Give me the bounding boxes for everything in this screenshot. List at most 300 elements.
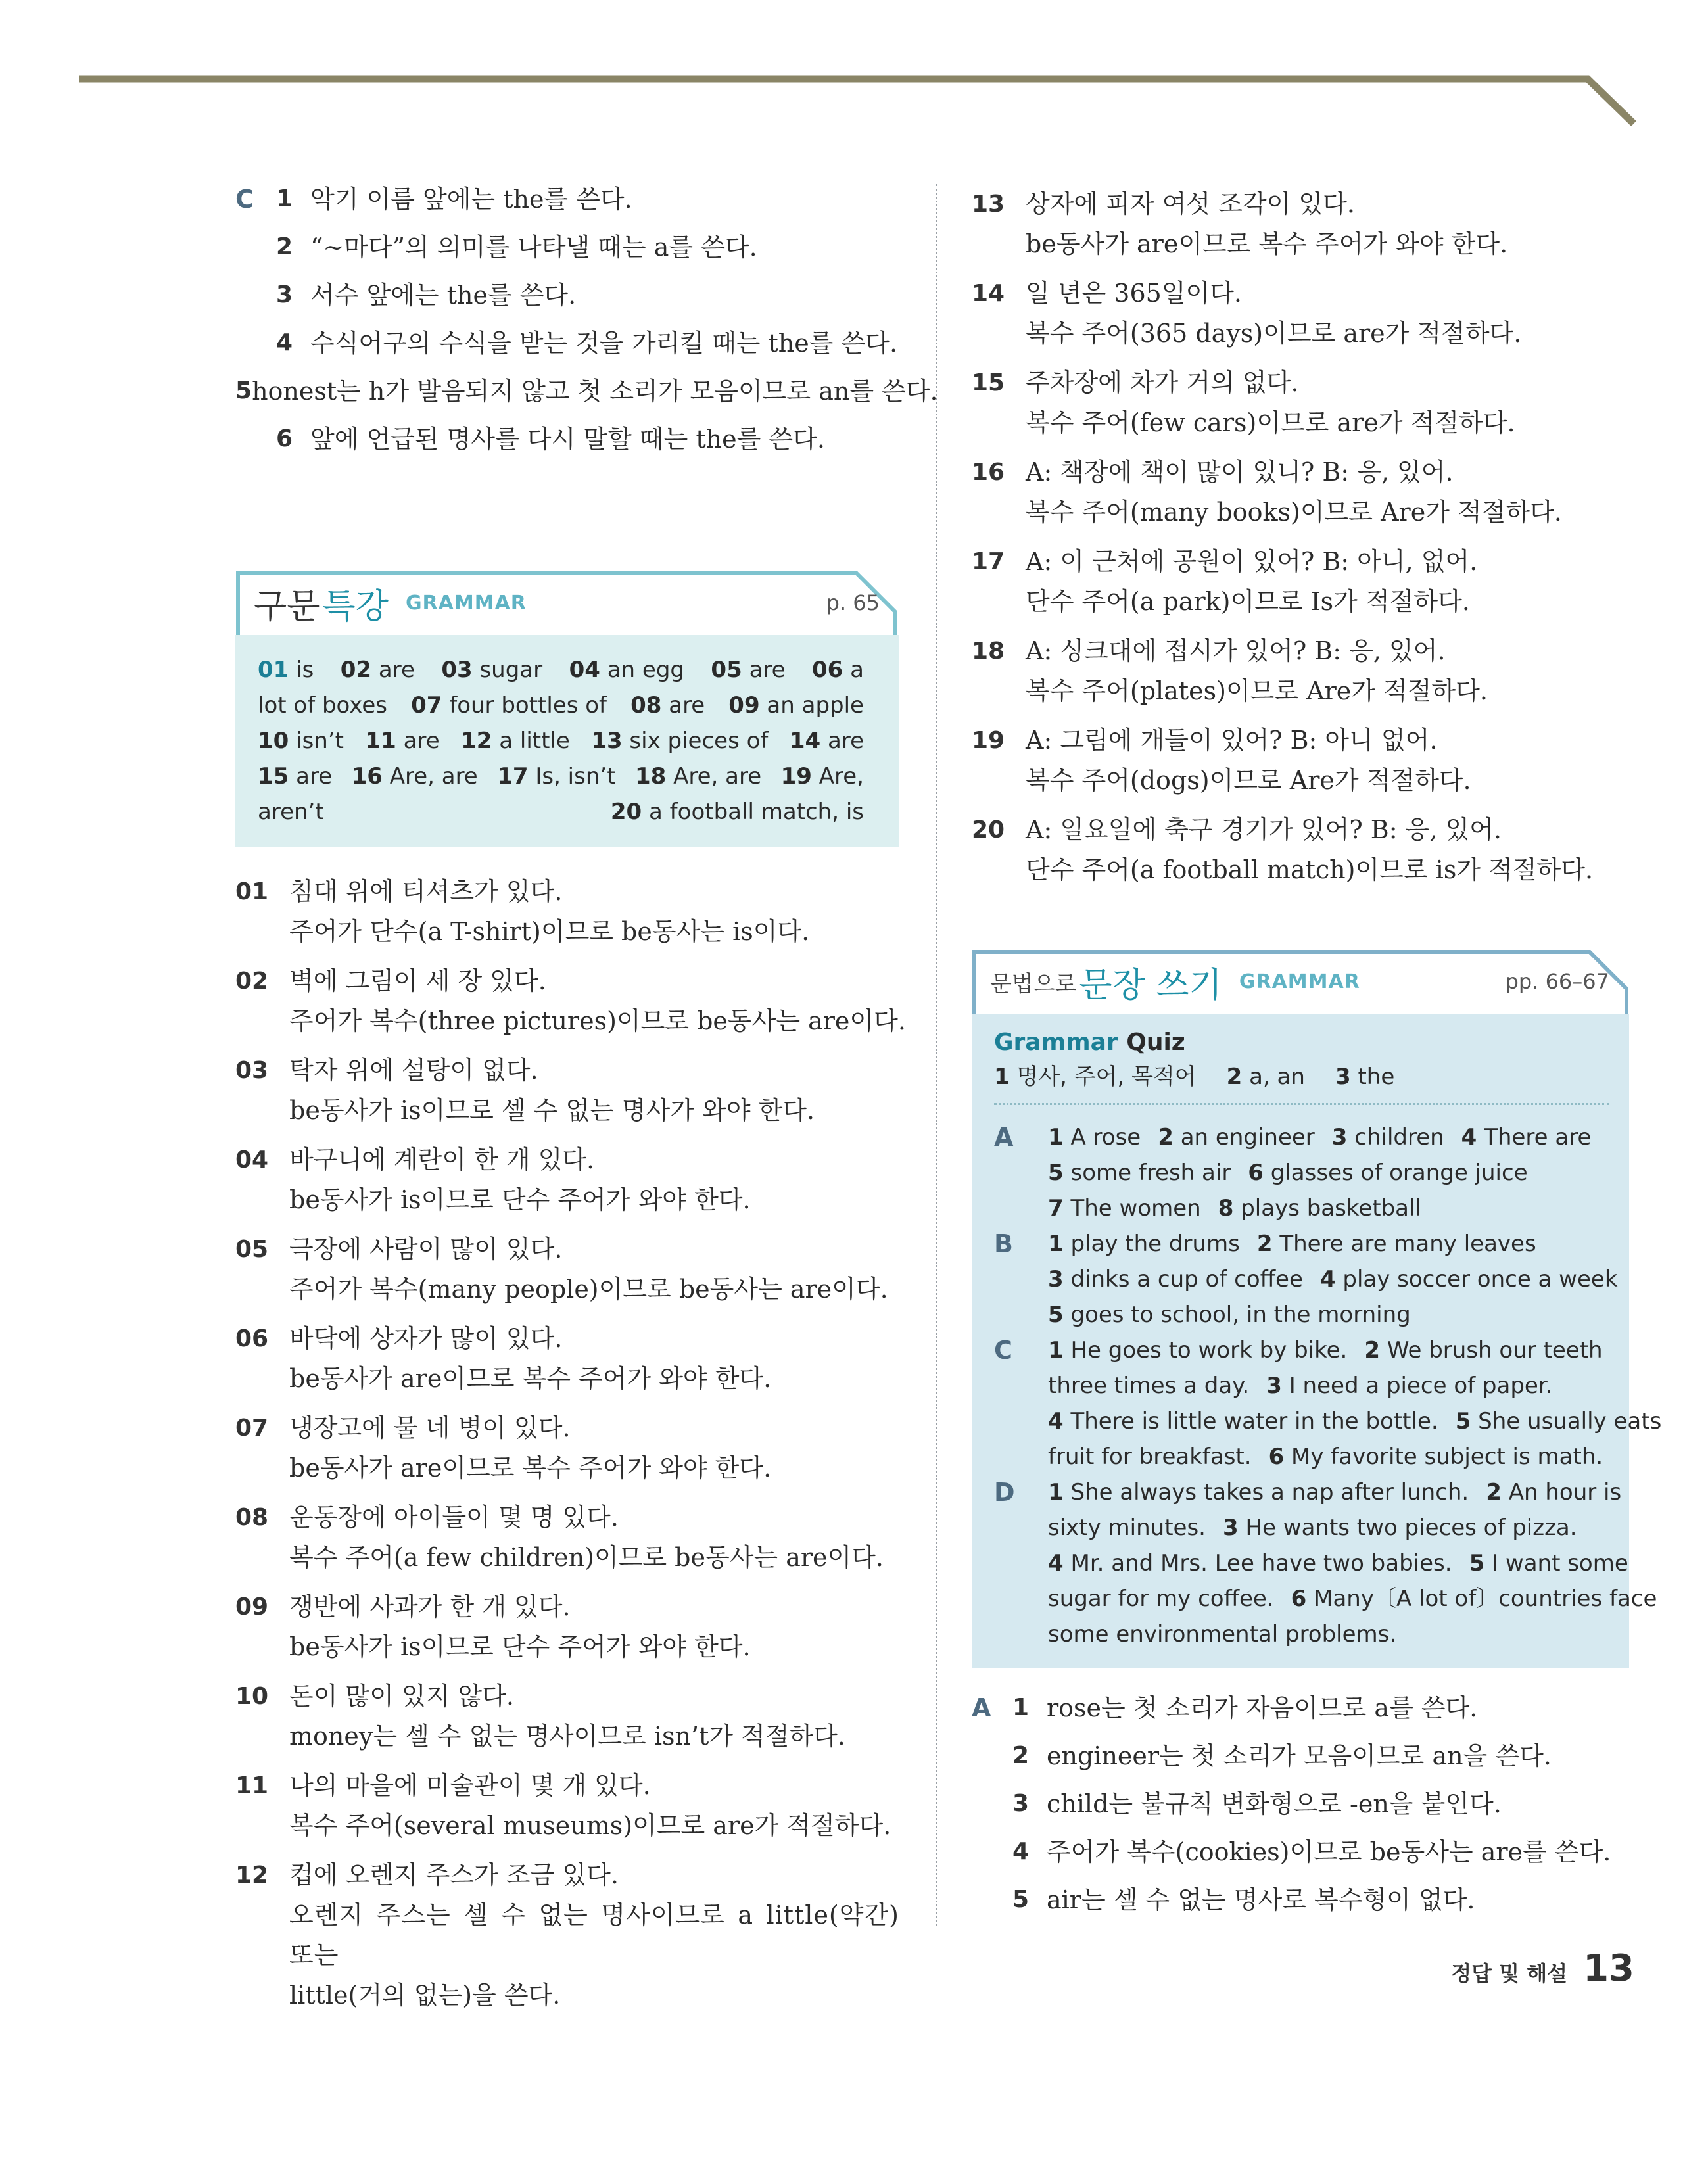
section-a-explanations	[972, 1693, 1629, 1933]
answer-number: 12	[461, 728, 492, 754]
box-answers	[235, 635, 899, 847]
explanation-sentence: 쟁반에 사과가 한 개 있다.	[289, 1592, 571, 1621]
explanation-sentence: 바구니에 계란이 한 개 있다.	[289, 1145, 595, 1174]
box-title: 구문	[254, 586, 320, 626]
quiz-item-number: 2	[1158, 1124, 1174, 1150]
explanation-reason: 주어가 복수(three pictures)이므로 be동사는 are이다.	[289, 1006, 906, 1035]
explanation-body	[1026, 452, 1629, 532]
quiz-item-text: Mr. and Mrs. Lee have two babies.	[1070, 1550, 1452, 1576]
explanation-number: 12	[235, 1862, 269, 1889]
quiz-item	[1048, 1124, 1141, 1150]
answer-text: are	[669, 692, 705, 719]
quiz-item-text: sugar for my coffee.	[1048, 1586, 1274, 1612]
quiz-item-number: 2	[1486, 1479, 1502, 1505]
quiz-item-text: A rose	[1070, 1124, 1141, 1150]
quiz-section-body	[1048, 1120, 1608, 1226]
explanation-sentence: A: 싱크대에 접시가 있어? B: 응, 있어.	[1026, 636, 1446, 665]
explanation-number: 03	[235, 1057, 269, 1084]
answer-item	[341, 652, 415, 688]
quiz-item-number: 8	[1218, 1195, 1234, 1221]
answer-number: 19	[780, 763, 812, 790]
explanation-item	[235, 872, 899, 952]
explanation-number: 15	[972, 369, 1005, 396]
quiz-box-page-ref: pp. 66–67	[1505, 969, 1609, 994]
right-explanation-list	[972, 184, 1629, 890]
answer-text: Are,	[818, 763, 864, 790]
explanation-item	[972, 273, 1629, 354]
item-text: 앞에 언급된 명사를 다시 말할 때는 the를 쓴다.	[310, 425, 825, 454]
quiz-item-text: play soccer once a week	[1342, 1266, 1618, 1292]
explanation-reason: 주어가 단수(a T-shirt)이므로 be동사는 is이다.	[289, 917, 810, 946]
quiz-item-text: We brush our teeth	[1387, 1337, 1603, 1363]
explanation-sentence: 나의 마을에 미술관이 몇 개 있다.	[289, 1771, 651, 1800]
explanation-number: 08	[235, 1504, 269, 1531]
quiz-line	[1048, 1297, 1635, 1333]
explanation-item	[972, 810, 1629, 890]
explanation-reason: 복수 주어(a few children)이므로 be동사는 are이다.	[289, 1543, 884, 1572]
left-column	[235, 184, 938, 2025]
quiz-item-text: some environmental problems.	[1048, 1621, 1397, 1647]
explanation-sentence: 극장에 사람이 많이 있다.	[289, 1235, 563, 1264]
quiz-item	[1320, 1266, 1618, 1292]
quiz-section	[994, 1475, 1657, 1652]
item-number: 5	[235, 377, 252, 404]
quiz-item-number: 4	[1319, 1266, 1336, 1292]
answer-item	[611, 794, 864, 830]
explanation-item	[972, 452, 1629, 532]
explanation-body	[289, 1766, 899, 1846]
explanation-reason: be동사가 is이므로 셀 수 없는 명사가 와야 한다.	[289, 1096, 815, 1125]
explanation-reason: be동사가 are이므로 복수 주어가 와야 한다.	[289, 1364, 772, 1393]
answer-item	[728, 688, 864, 723]
answer-item	[258, 688, 387, 723]
quiz-item	[1364, 1337, 1602, 1363]
explanation-body	[289, 1408, 899, 1488]
quiz-section	[994, 1333, 1662, 1475]
quiz-item	[1248, 1160, 1527, 1186]
quiz-item	[1048, 1408, 1438, 1434]
explanation-number: 01	[235, 878, 269, 905]
item-text: 악기 이름 앞에는 the를 쓴다.	[310, 185, 632, 214]
quiz-item	[1257, 1231, 1536, 1257]
answer-number: 10	[258, 728, 289, 754]
quiz-item-text: He goes to work by bike.	[1070, 1337, 1348, 1363]
explanation-reason: 복수 주어(many books)이므로 Are가 적절하다.	[1026, 498, 1562, 527]
item-number: 2	[276, 233, 293, 260]
answer-number: 05	[711, 657, 742, 683]
answer-item	[352, 759, 478, 794]
explanation-reason: 복수 주어(dogs)이므로 Are가 적절하다.	[1026, 766, 1471, 795]
explanation-sentence: 벽에 그림이 세 장 있다.	[289, 966, 546, 995]
answer-item	[461, 723, 570, 759]
explanation-sentence: 상자에 피자 여섯 조각이 있다.	[1026, 189, 1355, 218]
answer-number: 07	[411, 692, 442, 719]
explanation-body	[289, 1498, 899, 1578]
quiz-item	[1048, 1302, 1411, 1328]
quiz-item-number: 5	[1455, 1408, 1471, 1434]
item-text: 주어가 복수(cookies)이므로 be동사는 are를 쓴다.	[1047, 1837, 1611, 1866]
quiz-item-number: 3	[1048, 1266, 1064, 1292]
quiz-item	[1048, 1195, 1201, 1221]
explanation-item	[235, 1229, 899, 1310]
answer-text: a little	[499, 728, 570, 754]
quiz-item	[1266, 1373, 1552, 1399]
answer-item	[441, 652, 542, 688]
quiz-item-number: 3	[1266, 1373, 1282, 1399]
quiz-item-text: three times a day.	[1048, 1373, 1250, 1399]
answer-line	[258, 759, 877, 794]
footer-label: 정답 및 해설	[1451, 1961, 1568, 1986]
answer-item	[258, 723, 344, 759]
quiz-item	[1048, 1479, 1469, 1505]
a-item	[972, 1837, 1629, 1885]
answer-item	[497, 759, 615, 794]
quiz-line	[1048, 1155, 1608, 1191]
explanation-reason: 복수 주어(few cars)이므로 are가 적절하다.	[1026, 408, 1515, 437]
a-item	[972, 1885, 1629, 1933]
a-item	[972, 1789, 1629, 1837]
quiz-item	[1218, 1195, 1421, 1221]
explanation-item	[235, 1766, 899, 1846]
quiz-item-text: glasses of orange juice	[1270, 1160, 1528, 1186]
quiz-item	[1048, 1266, 1303, 1292]
explanation-body	[289, 1676, 899, 1757]
quiz-item	[1048, 1515, 1206, 1541]
answer-item	[635, 759, 761, 794]
quiz-item-text: She usually eats	[1478, 1408, 1662, 1434]
quiz-item	[1332, 1124, 1444, 1150]
quiz-item-text: children	[1354, 1124, 1444, 1150]
answer-line	[258, 652, 877, 688]
quiz-item-number: 5	[1048, 1302, 1064, 1328]
quiz-item	[1486, 1479, 1621, 1505]
a-item	[972, 1693, 1629, 1741]
explanation-item	[235, 1498, 899, 1578]
quiz-item	[1048, 1373, 1249, 1399]
explanation-sentence: 바닥에 상자가 많이 있다.	[289, 1324, 563, 1353]
section-c-explanations	[235, 184, 938, 472]
answer-item	[258, 652, 314, 688]
quiz-item-text: play the drums	[1070, 1231, 1240, 1257]
quiz-line	[1048, 1226, 1635, 1262]
quiz-item-text: I want some	[1492, 1550, 1628, 1576]
explanation-sentence: 주차장에 차가 거의 없다.	[1026, 368, 1299, 397]
explanation-number: 02	[235, 968, 269, 995]
grammar-answer-box	[235, 571, 899, 847]
item-text: “~마다”의 의미를 나타낼 때는 a를 쓴다.	[310, 233, 757, 262]
explanation-sentence: 컵에 오렌지 주스가 조금 있다.	[289, 1860, 619, 1889]
quiz-item-number: 3	[1222, 1515, 1239, 1541]
quiz-item-text: some fresh air	[1070, 1160, 1231, 1186]
quiz-section	[994, 1120, 1609, 1226]
quiz-item-text: Many〔A lot of〕countries face	[1314, 1586, 1657, 1612]
quiz-sections	[994, 1120, 1662, 1652]
explanation-sentence: A: 일요일에 축구 경기가 있어? B: 응, 있어.	[1026, 815, 1502, 844]
quiz-section-letter: D	[994, 1478, 1015, 1507]
explanation-reason: 복수 주어(365 days)이므로 are가 적절하다.	[1026, 319, 1522, 348]
quiz-line	[1048, 1368, 1678, 1404]
quiz-line	[1048, 1439, 1678, 1475]
quiz-section-body	[1048, 1226, 1635, 1333]
explanation-body	[289, 1587, 899, 1667]
quiz-section-letter: C	[994, 1336, 1012, 1365]
quiz-item	[1048, 1550, 1452, 1576]
answer-item	[781, 759, 864, 794]
explanation-sentence: 운동장에 아이들이 몇 명 있다.	[289, 1503, 619, 1532]
quiz-item	[1223, 1515, 1577, 1541]
quiz-item-number: 4	[1048, 1408, 1064, 1434]
quiz-answer-number: 1	[994, 1064, 1010, 1090]
answer-text: an apple	[767, 692, 864, 719]
quiz-answer-text: 명사, 주어, 목적어	[1016, 1064, 1197, 1090]
quiz-item-text: plays basketball	[1241, 1195, 1421, 1221]
answer-number: 13	[591, 728, 623, 754]
explanation-reason: be동사가 is이므로 단수 주어가 와야 한다.	[289, 1632, 751, 1661]
c-item	[235, 328, 899, 376]
right-column	[972, 184, 1662, 1933]
box-title-accent: 특강	[322, 586, 389, 626]
explanation-body	[1026, 273, 1629, 354]
explanation-reason: 오렌지 주스는 셀 수 없는 명사이므로 a little(약간) 또는	[289, 1901, 899, 1970]
explanation-item	[235, 961, 906, 1041]
explanation-number: 16	[972, 459, 1005, 486]
explanation-number: 19	[972, 727, 1005, 754]
grammar-quiz-answers	[994, 1060, 1609, 1105]
item-text: engineer는 첫 소리가 모음이므로 an을 쓴다.	[1047, 1741, 1552, 1770]
explanation-number: 18	[972, 638, 1005, 665]
c-item	[235, 184, 899, 232]
grammar-quiz-title-rest: Quiz	[1126, 1029, 1185, 1056]
answer-number: 03	[441, 657, 473, 683]
quiz-item-text: The women	[1070, 1195, 1201, 1221]
quiz-section-body	[1048, 1333, 1678, 1475]
answer-text: are	[296, 763, 333, 790]
explanation-number: 09	[235, 1594, 269, 1620]
explanation-reason: be동사가 is이므로 단수 주어가 와야 한다.	[289, 1185, 751, 1214]
explanation-item	[235, 1408, 899, 1488]
quiz-item	[1048, 1160, 1231, 1186]
quiz-item-text: There are many leaves	[1279, 1231, 1536, 1257]
answer-number: 08	[630, 692, 662, 719]
answer-number: 20	[610, 799, 642, 825]
explanation-number: 06	[235, 1325, 269, 1352]
quiz-item-text: dinks a cup of coffee	[1070, 1266, 1303, 1292]
answer-item	[790, 723, 864, 759]
explanation-body	[1026, 363, 1629, 443]
answer-text: are	[378, 657, 415, 683]
explanation-sentence: A: 이 근처에 공원이 있어? B: 아니, 없어.	[1026, 547, 1478, 576]
explanation-body	[1026, 631, 1629, 711]
explanation-sentence: 돈이 많이 있지 않다.	[289, 1682, 514, 1711]
quiz-line	[1048, 1475, 1674, 1510]
quiz-item-text: sixty minutes.	[1048, 1515, 1206, 1541]
left-explanation-list	[235, 872, 906, 2016]
answer-number: 09	[728, 692, 760, 719]
quiz-item-number: 1	[1048, 1479, 1064, 1505]
explanation-body	[289, 961, 906, 1041]
quiz-line	[1048, 1510, 1674, 1546]
quiz-item-text: He wants two pieces of pizza.	[1245, 1515, 1577, 1541]
answer-text: aren’t	[258, 799, 324, 825]
answer-text: are	[828, 728, 864, 754]
explanation-reason: 복수 주어(several museums)이므로 are가 적절하다.	[289, 1811, 891, 1840]
quiz-item-number: 5	[1048, 1160, 1064, 1186]
quiz-item	[1048, 1231, 1240, 1257]
answer-text: are	[403, 728, 440, 754]
c-item	[235, 424, 899, 472]
explanation-number: 04	[235, 1146, 269, 1173]
explanation-item	[235, 1051, 899, 1131]
answer-text: six pieces of	[629, 728, 769, 754]
quiz-item-number: 6	[1268, 1444, 1285, 1470]
box-page-ref: p. 65	[826, 590, 880, 615]
top-decorative-bar	[0, 0, 1708, 131]
item-text: 수식어구의 수식을 받는 것을 가리킬 때는 the를 쓴다.	[310, 329, 898, 358]
answer-number: 11	[365, 728, 396, 754]
answer-number: 02	[340, 657, 372, 683]
item-text: child는 불규칙 변화형으로 -en을 붙인다.	[1047, 1789, 1502, 1818]
explanation-item	[235, 1319, 899, 1399]
quiz-item	[1469, 1550, 1628, 1576]
explanation-item	[972, 721, 1629, 801]
c-item	[235, 232, 899, 280]
explanation-item	[235, 1676, 899, 1757]
quiz-item	[1158, 1124, 1315, 1150]
column-divider	[936, 184, 937, 1926]
page-footer	[1451, 1947, 1634, 1990]
quiz-item	[1269, 1444, 1603, 1470]
explanation-body	[289, 1140, 899, 1220]
explanation-reason: 단수 주어(a football match)이므로 is가 적절하다.	[1026, 855, 1594, 884]
quiz-item-number: 6	[1291, 1586, 1307, 1612]
item-text: 서수 앞에는 the를 쓴다.	[310, 281, 577, 310]
explanation-item	[235, 1140, 899, 1220]
explanation-reason: be동사가 are이므로 복수 주어가 와야 한다.	[289, 1453, 772, 1482]
explanation-body	[289, 1319, 899, 1399]
answer-item	[258, 759, 332, 794]
answer-number: 17	[497, 763, 529, 790]
explanation-body	[1026, 542, 1629, 622]
answer-text: four bottles of	[449, 692, 607, 719]
quiz-item-number: 4	[1048, 1550, 1064, 1576]
quiz-section	[994, 1226, 1618, 1333]
item-number: 1	[1012, 1694, 1030, 1721]
explanation-reason: be동사가 are이므로 복수 주어가 와야 한다.	[1026, 229, 1508, 258]
quiz-item-text: I need a piece of paper.	[1289, 1373, 1553, 1399]
quiz-item-number: 7	[1048, 1195, 1064, 1221]
explanation-reason: money는 셀 수 없는 명사이므로 isn’t가 적절하다.	[289, 1722, 845, 1751]
answer-text: Is, isn’t	[535, 763, 616, 790]
explanation-reason: 복수 주어(plates)이므로 Are가 적절하다.	[1026, 676, 1488, 705]
explanation-body	[289, 872, 899, 952]
c-item	[235, 376, 938, 424]
explanation-body	[1026, 810, 1629, 890]
quiz-answer-number: 2	[1226, 1064, 1243, 1090]
explanation-item	[972, 631, 1629, 711]
explanation-reason: 주어가 복수(many people)이므로 be동사는 are이다.	[289, 1275, 888, 1304]
page-number: 13	[1583, 1947, 1634, 1990]
answer-item	[630, 688, 705, 723]
quiz-section-letter: B	[994, 1229, 1013, 1258]
quiz-item-text: There are	[1484, 1124, 1592, 1150]
explanation-item	[972, 184, 1629, 264]
answer-text: lot of boxes	[258, 692, 388, 719]
explanation-sentence: 냉장고에 물 네 병이 있다.	[289, 1413, 571, 1442]
explanation-reason: 단수 주어(a park)이므로 Is가 적절하다.	[1026, 587, 1470, 616]
quiz-item	[1456, 1408, 1662, 1434]
quiz-item	[1048, 1586, 1274, 1612]
grammar-quiz-title-green: Grammar	[994, 1029, 1118, 1056]
quiz-item-number: 2	[1256, 1231, 1273, 1257]
answer-number: 16	[351, 763, 383, 790]
answer-text: is	[296, 657, 314, 683]
quiz-item-number: 5	[1469, 1550, 1485, 1576]
answer-item	[569, 652, 684, 688]
item-text: rose는 첫 소리가 자음이므로 a를 쓴다.	[1047, 1693, 1478, 1722]
explanation-item	[235, 1855, 899, 2016]
answer-line	[258, 723, 877, 759]
answer-text: Are, are	[389, 763, 478, 790]
quiz-answer-number: 3	[1335, 1064, 1351, 1090]
answer-item	[711, 652, 785, 688]
sentence-writing-box	[972, 949, 1662, 1668]
item-text: air는 셀 수 없는 명사로 복수형이 없다.	[1047, 1885, 1475, 1914]
explanation-number: 05	[235, 1236, 269, 1263]
section-letter: C	[235, 185, 254, 214]
quiz-line	[1048, 1120, 1608, 1155]
quiz-item-number: 6	[1248, 1160, 1264, 1186]
quiz-item-text: There is little water in the bottle.	[1070, 1408, 1438, 1434]
quiz-answer	[1335, 1064, 1394, 1090]
explanation-number: 20	[972, 816, 1005, 843]
answer-item	[812, 652, 864, 688]
explanation-body	[289, 1229, 899, 1310]
quiz-box-title-accent: 문장 쓰기	[1079, 965, 1222, 1005]
explanation-item	[972, 542, 1629, 622]
quiz-line	[1048, 1262, 1635, 1297]
section-letter: A	[972, 1693, 991, 1722]
quiz-item	[1048, 1444, 1252, 1470]
answer-number: 06	[811, 657, 843, 683]
answer-text: an egg	[607, 657, 684, 683]
explanation-body	[289, 1855, 899, 2016]
explanation-number: 13	[972, 191, 1005, 218]
explanation-number: 07	[235, 1415, 269, 1442]
quiz-answer	[1227, 1064, 1305, 1090]
item-number: 4	[276, 329, 293, 356]
answer-text: are	[749, 657, 786, 683]
quiz-section-body	[1048, 1475, 1674, 1652]
answer-number: 04	[569, 657, 600, 683]
quiz-item-number: 1	[1048, 1124, 1064, 1150]
answer-text: a	[850, 657, 864, 683]
quiz-item	[1048, 1621, 1396, 1647]
answer-item	[258, 794, 324, 830]
answer-text: a football match, is	[649, 799, 864, 825]
item-number: 5	[1012, 1886, 1030, 1913]
quiz-item-number: 1	[1048, 1337, 1064, 1363]
quiz-section-letter: A	[994, 1123, 1014, 1152]
explanation-body	[289, 1051, 899, 1131]
quiz-answer	[994, 1064, 1197, 1090]
answer-number: 01	[258, 657, 289, 683]
explanation-sentence: 탁자 위에 설탕이 없다.	[289, 1056, 538, 1085]
quiz-item-text: goes to school, in the morning	[1070, 1302, 1411, 1328]
explanation-sentence: A: 그림에 개들이 있어? B: 아니 없어.	[1026, 726, 1438, 755]
quiz-item	[1048, 1337, 1347, 1363]
answer-text: isn’t	[296, 728, 344, 754]
quiz-line	[1048, 1333, 1678, 1368]
